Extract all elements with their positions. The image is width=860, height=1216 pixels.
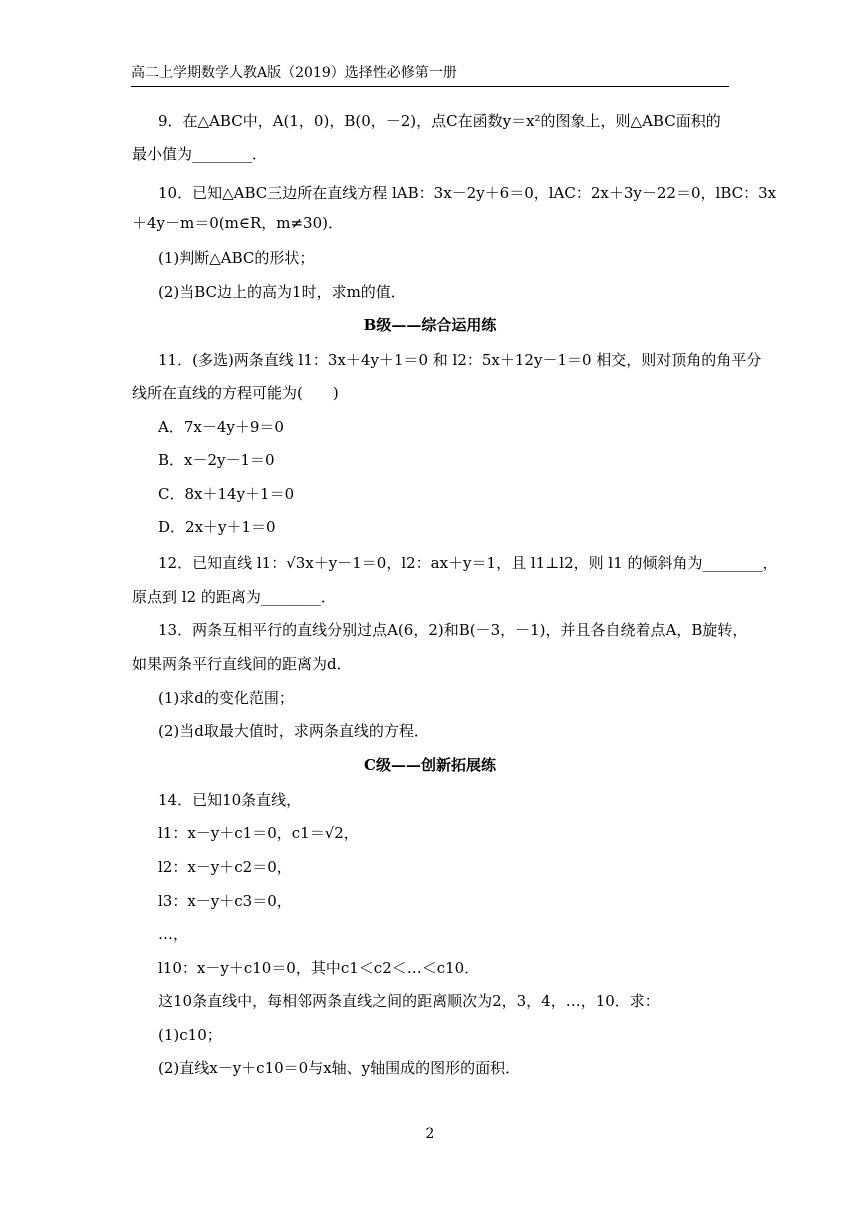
- q13-line1: 13．两条互相平行的直线分别过点A(6，2)和B(－3，－1)，并且各自绕着点A，B旋转，: [158, 621, 748, 639]
- q14-part2: (2)直线x－y＋c10＝0与x轴、y轴围成的图形的面积．: [158, 1059, 521, 1077]
- q9-line1: 9．在△ABC中，A(1，0)，B(0，－2)，点C在函数y＝x²的图象上，则△ABC面积的: [158, 112, 721, 130]
- q14-l10: l10：x－y＋c10＝0，其中c1＜c2＜…＜c10．: [158, 959, 480, 977]
- q11-line2: 线所在直线的方程可能为( ): [132, 384, 339, 402]
- q10-line1: 10．已知△ABC三边所在直线方程 lAB：3x－2y＋6＝0，lAC：2x＋3y－22＝0，lBC：3x: [158, 184, 777, 202]
- q10-part1: (1)判断△ABC的形状；: [158, 249, 315, 267]
- q12-line2: 原点到 l2 的距离为________．: [132, 588, 336, 606]
- q14-l3: l3：x－y＋c3＝0，: [158, 892, 292, 910]
- section-c-title: C级——创新拓展练: [364, 756, 496, 774]
- page-number: 2: [425, 1126, 435, 1142]
- page-header: 高二上学期数学人教A版（2019）选择性必修第一册: [131, 62, 729, 87]
- q14-l1: l1：x－y＋c1＝0，c1＝√2，: [158, 824, 359, 842]
- q14-l2: l2：x－y＋c2＝0，: [158, 858, 292, 876]
- q11-option-d: D．2x＋y＋1＝0: [158, 518, 276, 536]
- q14-part1: (1)c10；: [158, 1026, 222, 1044]
- q11-option-b: B．x－2y－1＝0: [158, 451, 275, 469]
- q9-line2: 最小值为________．: [132, 145, 268, 163]
- q12-line1: 12．已知直线 l1：√3x＋y－1＝0，l2：ax＋y＝1，且 l1⊥l2，则 l1 的倾斜角为________，: [158, 554, 778, 572]
- q14-description: 这10条直线中，每相邻两条直线之间的距离顺次为2，3，4，…，10．求：: [158, 992, 660, 1010]
- q14-dots: …，: [158, 925, 189, 943]
- q11-option-a: A．7x－4y＋9＝0: [158, 418, 284, 436]
- q11-option-c: C．8x＋14y＋1＝0: [158, 485, 295, 503]
- q13-line2: 如果两条平行直线间的距离为d．: [132, 655, 352, 673]
- q13-part2: (2)当d取最大值时，求两条直线的方程．: [158, 722, 429, 740]
- section-b-title: B级——综合运用练: [363, 316, 497, 334]
- q14-line1: 14．已知10条直线，: [158, 791, 302, 809]
- q11-line1: 11．(多选)两条直线 l1：3x＋4y＋1＝0 和 l2：5x＋12y－1＝0 相交，则对顶角的角平分: [158, 351, 762, 369]
- q13-part1: (1)求d的变化范围；: [158, 689, 294, 707]
- q10-part2: (2)当BC边上的高为1时，求m的值．: [158, 283, 406, 301]
- q10-line2: ＋4y－m＝0(m∈R，m≠30)．: [132, 214, 343, 232]
